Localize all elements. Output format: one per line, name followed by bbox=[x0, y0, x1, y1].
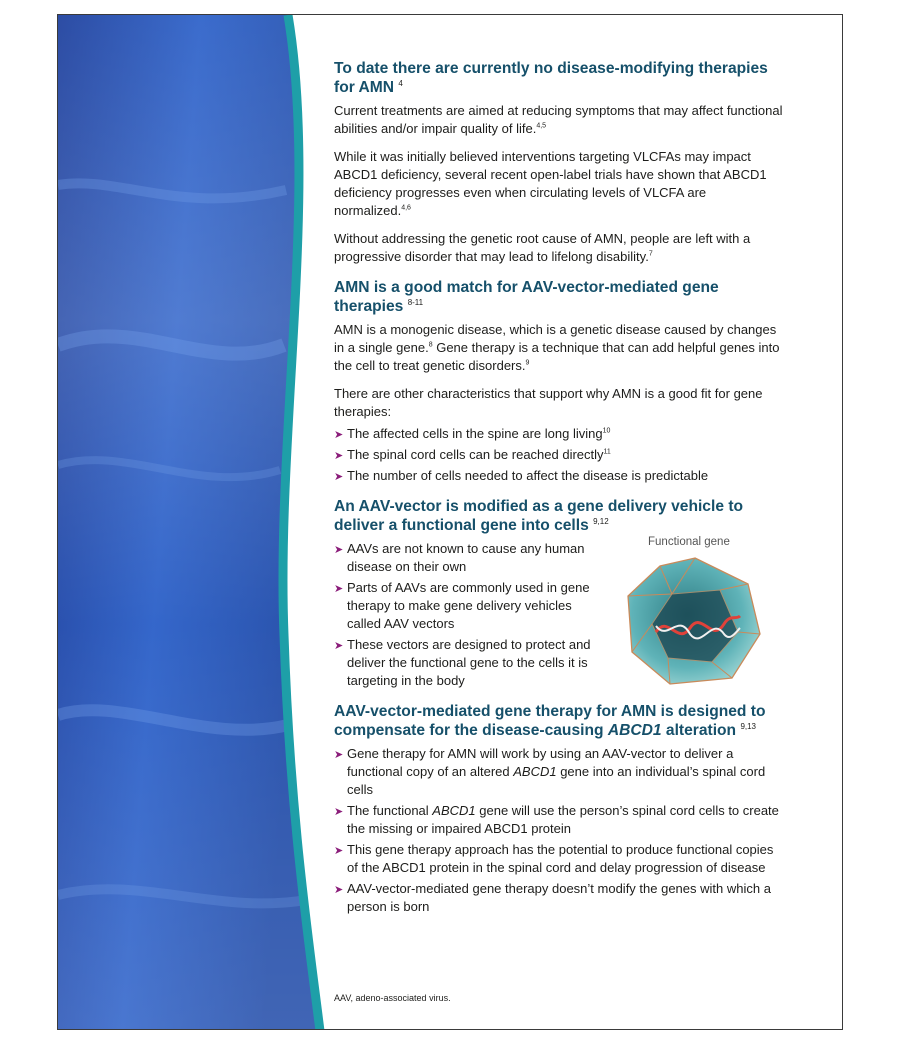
aav-capsid-figure bbox=[620, 536, 770, 686]
bullet-arrow-icon: ➤ bbox=[334, 583, 344, 595]
bullet-arrow-icon: ➤ bbox=[334, 749, 344, 761]
paragraph: Current treatments are aimed at reducing symptoms that may affect functional abilities and/or impair quality of life.$^{4,5}$ bbox=[334, 103, 783, 136]
list-item: ➤ AAV-vector-mediated gene therapy doesn’t modify the genes with which a person is born bbox=[334, 881, 771, 914]
list-item: ➤ This gene therapy approach has the potential to produce functional copies of the ABCD1 protein in the spinal cord and delay progression of disease bbox=[334, 842, 774, 875]
bullet-arrow-icon: ➤ bbox=[334, 544, 344, 556]
section-no-therapies bbox=[334, 59, 784, 266]
section-heading: AMN is a good match for AAV-vector-mediated gene therapies $^{8-11}$ bbox=[334, 279, 719, 315]
section-compensate bbox=[334, 702, 784, 916]
bullet-arrow-icon: ➤ bbox=[334, 429, 344, 441]
list-item: ➤ AAVs are not known to cause any human disease on their own bbox=[334, 541, 585, 574]
footnote: AAV, adeno-associated virus. bbox=[334, 993, 451, 1003]
list-item: ➤ The functional ABCD1 gene will use the person’s spinal cord cells to create the missing or impaired ABCD1 protein bbox=[334, 803, 779, 836]
bullet-arrow-icon: ➤ bbox=[334, 640, 344, 652]
list-item: ➤ The spinal cord cells can be reached directly$^{11}$ bbox=[334, 446, 784, 464]
section-heading: An AAV-vector is modified as a gene delivery vehicle to deliver a functional gene into cells $^{9,12}$ bbox=[334, 498, 744, 534]
bullet-arrow-icon: ➤ bbox=[334, 471, 344, 483]
list-item: ➤ Parts of AAVs are commonly used in gene therapy to make gene delivery vehicles called AAV vectors bbox=[334, 580, 590, 631]
bullet-list bbox=[334, 540, 604, 690]
section-aav-vector bbox=[334, 497, 784, 690]
paragraph: There are other characteristics that support why AMN is a good fit for gene therapies: bbox=[334, 386, 763, 419]
section-good-match bbox=[334, 278, 784, 485]
bullet-arrow-icon: ➤ bbox=[334, 450, 344, 462]
paragraph: While it was initially believed interventions targeting VLCFAs may impact ABCD1 deficiency, several recent open-label trials have shown that ABCD1 deficiency progresses even when circulating levels of VLCFA are normalized.$^{4,6}$ bbox=[334, 149, 767, 218]
document-page bbox=[57, 14, 843, 1030]
list-item: ➤ Gene therapy for AMN will work by using an AAV-vector to deliver a functional copy of an altered ABCD1 gene into an individual’s spinal cord cells bbox=[334, 746, 766, 797]
list-item: ➤ These vectors are designed to protect and deliver the functional gene to the cells it is targeting in the body bbox=[334, 637, 591, 688]
section-heading: AAV-vector-mediated gene therapy for AMN is designed to compensate for the disease-causing ABCD1 alteration $^{9,13}$ bbox=[334, 703, 766, 739]
list-item: ➤ The number of cells needed to affect the disease is predictable bbox=[334, 467, 784, 485]
bullet-list bbox=[334, 745, 784, 916]
vector-block bbox=[334, 536, 784, 690]
paragraph: Without addressing the genetic root cause of AMN, people are left with a progressive disorder that may lead to lifelong disability.$^7$ bbox=[334, 231, 751, 264]
capsid-icon bbox=[620, 554, 770, 694]
bullet-arrow-icon: ➤ bbox=[334, 806, 344, 818]
section-heading: To date there are currently no disease-modifying therapies for AMN $^4$ bbox=[334, 60, 768, 96]
paragraph: AMN is a monogenic disease, which is a genetic disease caused by changes in a single gene.$^8$ Gene therapy is a technique that can add helpful genes into the cell to treat genetic disorders.$^9$ bbox=[334, 322, 780, 373]
bullet-list bbox=[334, 425, 784, 485]
list-item: ➤ The affected cells in the spine are long living$^{10}$ bbox=[334, 425, 784, 443]
bullet-arrow-icon: ➤ bbox=[334, 845, 344, 857]
bullet-arrow-icon: ➤ bbox=[334, 884, 344, 896]
figure-label: Functional gene bbox=[648, 536, 730, 548]
blue-wave-banner bbox=[58, 15, 378, 1030]
main-content bbox=[334, 59, 784, 928]
